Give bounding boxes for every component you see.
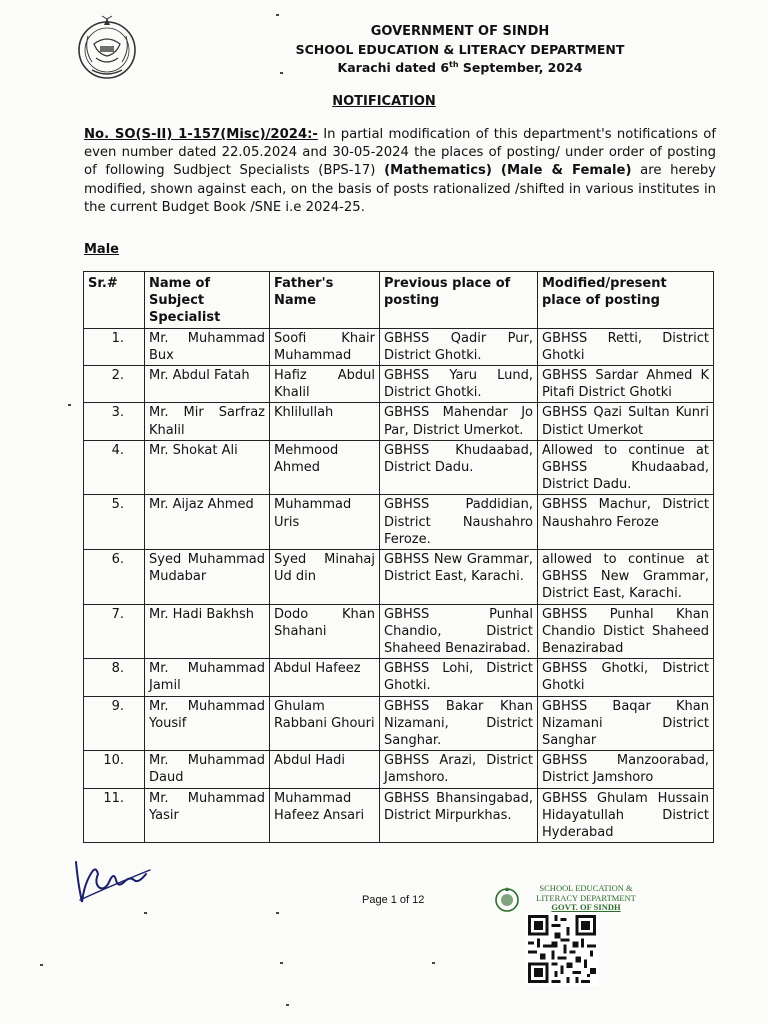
cell-father: Dodo Khan Shahani xyxy=(270,604,380,659)
cell-previous: GBHSS Yaru Lund, District Ghotki. xyxy=(380,366,538,403)
cell-sr: 3. xyxy=(84,403,145,440)
qr-code xyxy=(522,912,602,986)
table-row xyxy=(84,696,714,751)
cell-modified: GBHSS Qazi Sultan Kunri Distict Umerkot xyxy=(538,403,714,440)
cell-modified: GBHSS Baqar Khan Nizamani District Sanghar xyxy=(538,696,714,751)
speck xyxy=(144,912,147,914)
section-label: Male xyxy=(84,242,119,257)
dateline-ordinal: th xyxy=(449,60,459,69)
cell-father: Muhammad Uris xyxy=(270,495,380,550)
stamp-line-1: SCHOOL EDUCATION & xyxy=(539,883,633,893)
cell-modified: GBHSS Ghotki, District Ghotki xyxy=(538,659,714,696)
dateline-prefix: Karachi dated 6 xyxy=(337,60,450,76)
table-row xyxy=(84,440,714,495)
department-stamp xyxy=(526,884,646,913)
cell-name: Mr. Muhammad Daud xyxy=(145,751,270,788)
table-row xyxy=(84,751,714,788)
cell-sr: 7. xyxy=(84,604,145,659)
cell-previous: GBHSS Khudaabad, District Dadu. xyxy=(380,440,538,495)
stamp-line-3: GOVT. OF SINDH xyxy=(551,902,621,912)
table-header-row xyxy=(84,272,714,329)
cell-name: Syed Muhammad Mudabar xyxy=(145,550,270,605)
cell-previous: GBHSS Mahendar Jo Par, District Umerkot. xyxy=(380,403,538,440)
header-father: Father's Name xyxy=(270,272,380,329)
handwritten-signature xyxy=(66,852,158,910)
table-row xyxy=(84,328,714,365)
posting-table xyxy=(83,271,714,843)
paragraph-text-2: are hereby modified, shown against each, on the basis of posts rationalized /shifted in various institutes in the current Budget Book /SNE i.e 2024-25. xyxy=(84,163,716,215)
speck xyxy=(280,962,283,964)
cell-father: Muhammad Hafeez Ansari xyxy=(270,788,380,843)
header-sr: Sr.# xyxy=(84,272,145,329)
speck xyxy=(286,1004,289,1006)
cell-modified: GBHSS Retti, District Ghotki xyxy=(538,328,714,365)
cell-father: Ghulam Rabbani Ghouri xyxy=(270,696,380,751)
cell-modified: allowed to continue at GBHSS New Grammar, District East, Karachi. xyxy=(538,550,714,605)
table-row xyxy=(84,366,714,403)
notification-paragraph xyxy=(84,126,716,217)
cell-previous: GBHSS Lohi, District Ghotki. xyxy=(380,659,538,696)
cell-name: Mr. Muhammad Yousif xyxy=(145,696,270,751)
cell-sr: 4. xyxy=(84,440,145,495)
government-seal-icon xyxy=(74,14,140,82)
cell-previous: GBHSS Punhal Chandio, District Shaheed Benazirabad. xyxy=(380,604,538,659)
cell-name: Mr. Aijaz Ahmed xyxy=(145,495,270,550)
cell-father: Abdul Hafeez xyxy=(270,659,380,696)
cell-sr: 9. xyxy=(84,696,145,751)
cell-father: Hafiz Abdul Khalil xyxy=(270,366,380,403)
cell-name: Mr. Muhammad Jamil xyxy=(145,659,270,696)
cell-previous: GBHSS Bhansingabad, District Mirpurkhas. xyxy=(380,788,538,843)
header-name: Name of Subject Specialist xyxy=(145,272,270,329)
speck xyxy=(40,964,43,966)
cell-father: Soofi Khair Muhammad xyxy=(270,328,380,365)
cell-modified: Allowed to continue at GBHSS Khudaabad, District Dadu. xyxy=(538,440,714,495)
cell-sr: 11. xyxy=(84,788,145,843)
cell-father: Mehmood Ahmed xyxy=(270,440,380,495)
cell-modified: GBHSS Manzoorabad, District Jamshoro xyxy=(538,751,714,788)
speck xyxy=(68,404,71,406)
cell-name: Mr. Mir Sarfraz Khalil xyxy=(145,403,270,440)
speck xyxy=(280,72,283,74)
paragraph-text-1: In partial modification of this department's notifications of even number dated 22.05.2024 and 30-05-2024 the places of posting/ under order of posting of following Sudbject Specialists (BPS-17) xyxy=(84,127,716,179)
cell-name: Mr. Hadi Bakhsh xyxy=(145,604,270,659)
cell-sr: 8. xyxy=(84,659,145,696)
cell-modified: GBHSS Machur, District Naushahro Feroze xyxy=(538,495,714,550)
cell-name: Mr. Muhammad Yasir xyxy=(145,788,270,843)
header-previous: Previous place of posting xyxy=(380,272,538,329)
cell-previous: GBHSS Paddidian, District Naushahro Feroze. xyxy=(380,495,538,550)
cell-sr: 6. xyxy=(84,550,145,605)
cell-father: Abdul Hadi xyxy=(270,751,380,788)
cell-father: Syed Minahaj Ud din xyxy=(270,550,380,605)
cell-name: Mr. Abdul Fatah xyxy=(145,366,270,403)
paragraph-highlight: (Mathematics) (Male & Female) xyxy=(384,163,632,179)
cell-previous: GBHSS Bakar Khan Nizamani, District Sanghar. xyxy=(380,696,538,751)
cell-sr: 5. xyxy=(84,495,145,550)
reference-number: No. SO(S-II) 1-157(Misc)/2024:- xyxy=(84,127,318,142)
table-row xyxy=(84,659,714,696)
table-row xyxy=(84,604,714,659)
page-number: Page 1 of 12 xyxy=(362,894,425,906)
notification-title: NOTIFICATION xyxy=(332,94,436,109)
cell-modified: GBHSS Punhal Khan Chandio Distict Shaheed Benazirabad xyxy=(538,604,714,659)
dateline-suffix: September, 2024 xyxy=(458,60,583,76)
cell-previous: GBHSS New Grammar, District East, Karachi. xyxy=(380,550,538,605)
table-row xyxy=(84,788,714,843)
table-row xyxy=(84,550,714,605)
speck xyxy=(432,962,435,964)
header-modified: Modified/present place of posting xyxy=(538,272,714,329)
cell-modified: GBHSS Sardar Ahmed K Pitafi District Ghotki xyxy=(538,366,714,403)
dateline xyxy=(250,60,670,75)
cell-sr: 10. xyxy=(84,751,145,788)
department-heading: SCHOOL EDUCATION & LITERACY DEPARTMENT xyxy=(295,42,625,57)
cell-father: Khlilullah xyxy=(270,403,380,440)
government-heading: GOVERNMENT OF SINDH xyxy=(370,24,550,39)
cell-name: Mr. Muhammad Bux xyxy=(145,328,270,365)
table-row xyxy=(84,495,714,550)
speck xyxy=(276,14,279,16)
cell-modified: GBHSS Ghulam Hussain Hidayatullah District Hyderabad xyxy=(538,788,714,843)
cell-sr: 1. xyxy=(84,328,145,365)
cell-name: Mr. Shokat Ali xyxy=(145,440,270,495)
department-emblem-icon xyxy=(494,886,520,914)
cell-sr: 2. xyxy=(84,366,145,403)
table-row xyxy=(84,403,714,440)
speck xyxy=(276,912,279,914)
cell-previous: GBHSS Qadir Pur, District Ghotki. xyxy=(380,328,538,365)
stamp-line-2: LITERACY DEPARTMENT xyxy=(536,892,636,903)
cell-previous: GBHSS Arazi, District Jamshoro. xyxy=(380,751,538,788)
